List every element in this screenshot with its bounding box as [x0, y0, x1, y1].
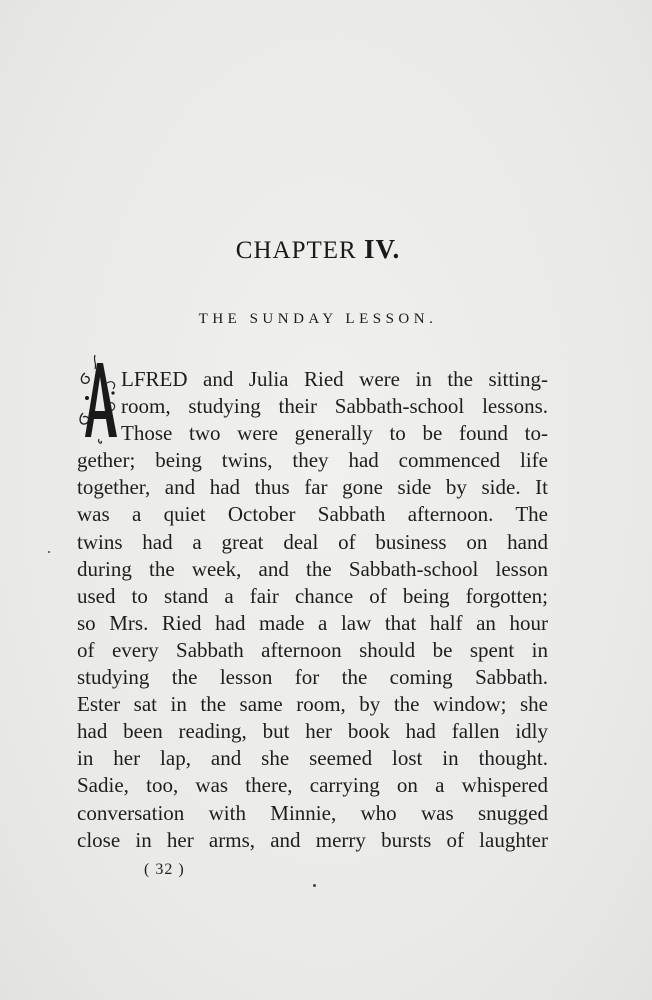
text-line: twins had a great deal of business on hand	[77, 529, 548, 554]
text-line: studying the lesson for the coming Sabbath.	[77, 665, 548, 690]
text-line: close in her arms, and merry bursts of laughter	[77, 827, 548, 852]
text-line: in her lap, and she seemed lost in thought.	[77, 746, 548, 771]
text-line: room, studying their Sabbath-school lessons.	[121, 394, 548, 419]
chapter-heading	[0, 234, 636, 265]
section-title: THE SUNDAY LESSON.	[198, 311, 438, 327]
text-line: was a quiet October Sabbath afternoon. The	[77, 502, 548, 527]
text-line: LFRED and Julia Ried were in the sitting-	[121, 367, 548, 391]
text-line: of every Sabbath afternoon should be spent in	[77, 637, 548, 662]
text-line: Ester sat in the same room, by the window; she	[77, 692, 548, 717]
text-line: used to stand a fair chance of being forgotten;	[77, 583, 548, 608]
ink-speck	[313, 884, 316, 887]
text-line: so Mrs. Ried had made a law that half an hour	[77, 610, 548, 635]
text-line: had been reading, but her book had fallen idly	[77, 719, 548, 744]
text-line: gether; being twins, they had commenced life	[77, 448, 548, 473]
text-line: during the week, and the Sabbath-school lesson	[77, 556, 548, 581]
page-number: ( 32 )	[144, 861, 185, 878]
body-text	[77, 366, 548, 854]
text-line: Sadie, too, was there, carrying on a whispered	[77, 773, 548, 798]
chapter-number: IV.	[363, 234, 401, 264]
chapter-label: CHAPTER	[235, 237, 357, 264]
text-line: conversation with Minnie, who was snugged	[77, 800, 548, 825]
ink-speck	[48, 551, 50, 553]
text-line: Those two were generally to be found to-	[121, 421, 548, 446]
text-line: together, and had thus far gone side by side. It	[77, 475, 548, 500]
